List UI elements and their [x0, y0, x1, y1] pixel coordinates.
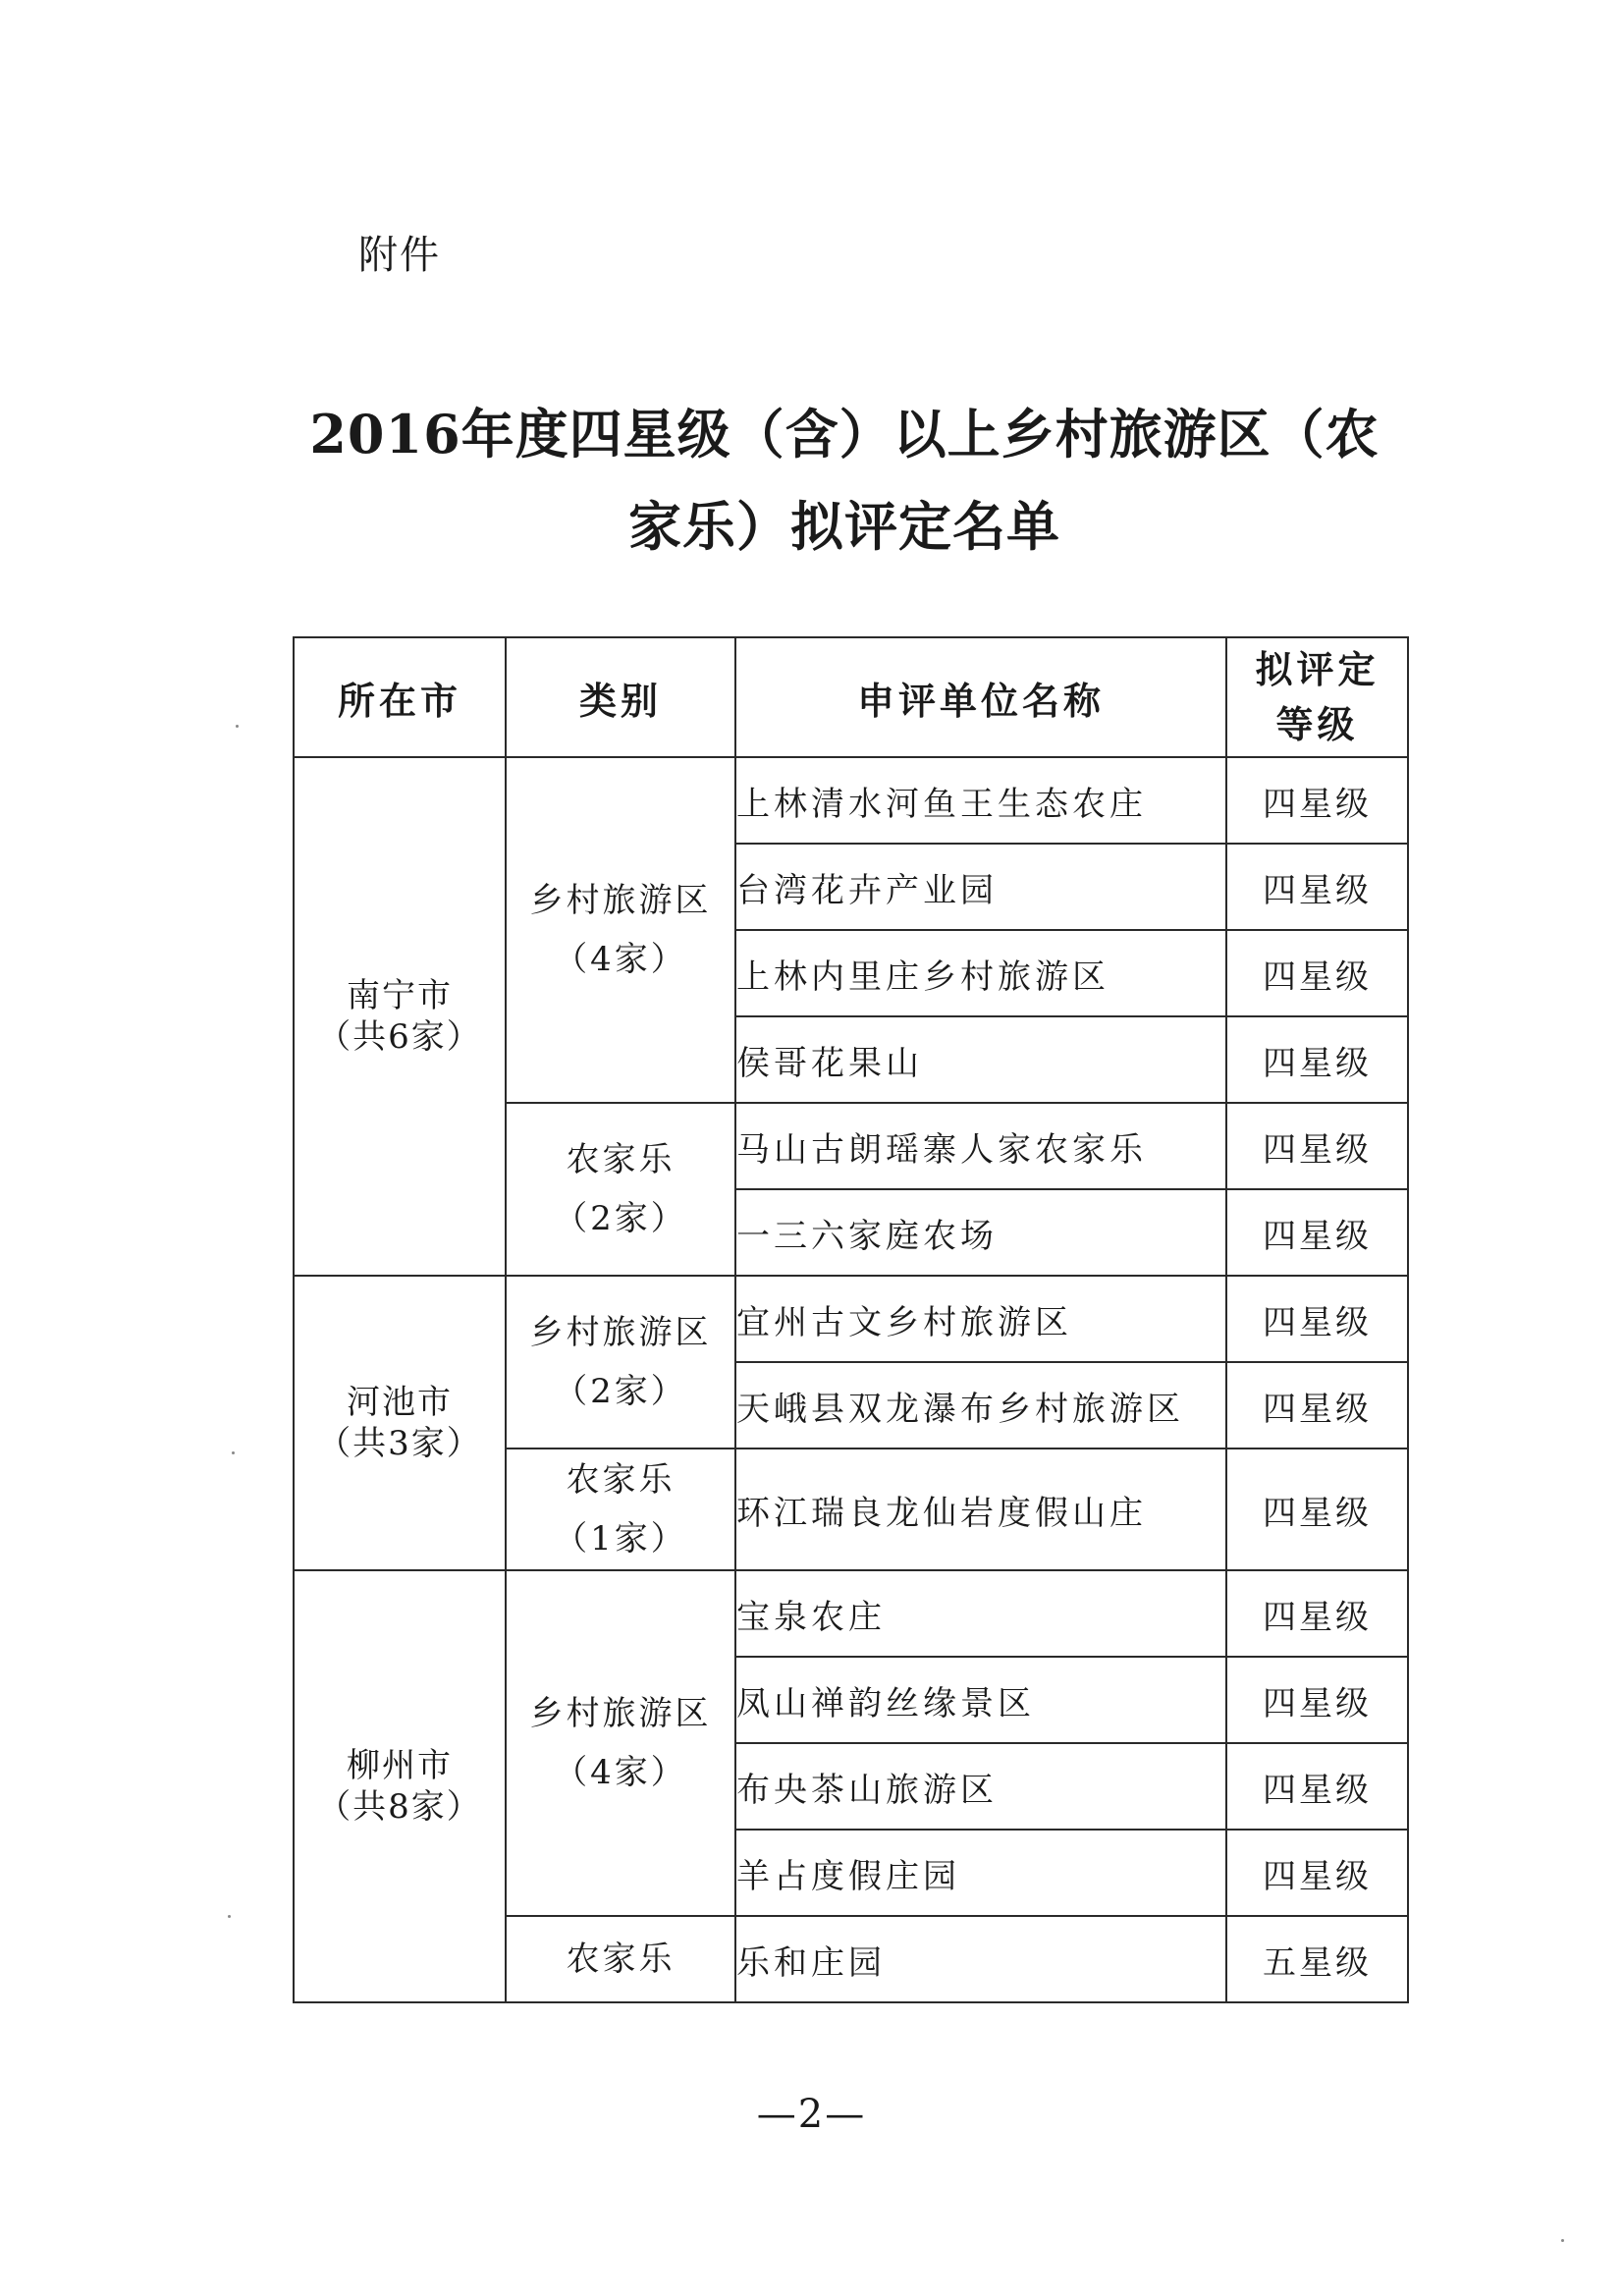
table-row [294, 1276, 1408, 1362]
unit-name: 凤山禅韵丝缘景区 [735, 1657, 1226, 1743]
level: 四星级 [1226, 844, 1408, 930]
table-row [294, 757, 1408, 844]
level: 四星级 [1226, 1362, 1408, 1449]
city-total: （共6家） [317, 1017, 482, 1057]
unit-name: 布央茶山旅游区 [735, 1743, 1226, 1830]
category-name: 乡村旅游区 [529, 881, 712, 920]
category-cell [506, 757, 735, 1103]
unit-name: 马山古朗瑶寨人家农家乐 [735, 1103, 1226, 1189]
level: 四星级 [1226, 1189, 1408, 1276]
level: 四星级 [1226, 1570, 1408, 1657]
level: 四星级 [1226, 757, 1408, 844]
category-name: 乡村旅游区 [529, 1694, 712, 1733]
city-name: 南宁市 [347, 976, 453, 1015]
rating-list-table [293, 636, 1409, 2003]
category-name: 农家乐 [566, 1460, 676, 1500]
header-city: 所在市 [294, 637, 506, 757]
category-count: （2家） [554, 1372, 687, 1411]
category-count: （4家） [554, 1753, 687, 1792]
scan-speck [228, 1915, 231, 1918]
unit-name: 上林内里庄乡村旅游区 [735, 930, 1226, 1016]
level: 四星级 [1226, 1016, 1408, 1103]
scan-speck [232, 1451, 235, 1454]
category-cell [506, 1449, 735, 1570]
unit-name: 上林清水河鱼王生态农庄 [735, 757, 1226, 844]
title-line-1: 2016年度四星级（含）以上乡村旅游区（农 [309, 403, 1380, 465]
level: 四星级 [1226, 1276, 1408, 1362]
unit-name: 羊占度假庄园 [735, 1830, 1226, 1916]
header-level-line-2: 等级 [1275, 702, 1359, 746]
level: 四星级 [1226, 930, 1408, 1016]
city-name: 河池市 [347, 1383, 453, 1422]
category-count: （1家） [554, 1519, 687, 1558]
page-number: —2— [756, 2092, 867, 2137]
unit-name: 宝泉农庄 [735, 1570, 1226, 1657]
level: 五星级 [1226, 1916, 1408, 2002]
table-header-row [294, 637, 1408, 757]
level: 四星级 [1226, 1830, 1408, 1916]
city-cell [294, 757, 506, 1276]
category-cell [506, 1103, 735, 1276]
unit-name: 宜州古文乡村旅游区 [735, 1276, 1226, 1362]
attachment-label: 附件 [358, 233, 441, 278]
level: 四星级 [1226, 1103, 1408, 1189]
table-row [294, 1570, 1408, 1657]
category-count: （2家） [554, 1199, 687, 1238]
category-cell [506, 1276, 735, 1449]
category-cell [506, 1570, 735, 1916]
level: 四星级 [1226, 1657, 1408, 1743]
title-line-2: 家乐）拟评定名单 [628, 495, 1060, 558]
category-name: 农家乐 [566, 1140, 676, 1179]
unit-name: 一三六家庭农场 [735, 1189, 1226, 1276]
document-title [295, 388, 1394, 573]
city-cell [294, 1276, 506, 1570]
unit-name: 台湾花卉产业园 [735, 844, 1226, 930]
unit-name: 侯哥花果山 [735, 1016, 1226, 1103]
header-level-line-1: 拟评定 [1255, 647, 1380, 691]
level: 四星级 [1226, 1743, 1408, 1830]
header-category: 类别 [506, 637, 735, 757]
unit-name: 乐和庄园 [735, 1916, 1226, 2002]
category-name: 乡村旅游区 [529, 1313, 712, 1352]
header-level [1226, 637, 1408, 757]
category-count: （4家） [554, 940, 687, 979]
city-total: （共3家） [317, 1424, 482, 1463]
category-cell [506, 1916, 735, 2002]
category-name: 农家乐 [566, 1940, 676, 1979]
scan-speck [236, 725, 239, 728]
level: 四星级 [1226, 1449, 1408, 1570]
city-name: 柳州市 [347, 1746, 453, 1785]
scan-speck [1561, 2239, 1564, 2242]
header-unit-name: 申评单位名称 [735, 637, 1226, 757]
city-cell [294, 1570, 506, 2002]
unit-name: 环江瑞良龙仙岩度假山庄 [735, 1449, 1226, 1570]
city-total: （共8家） [317, 1787, 482, 1827]
unit-name: 天峨县双龙瀑布乡村旅游区 [735, 1362, 1226, 1449]
